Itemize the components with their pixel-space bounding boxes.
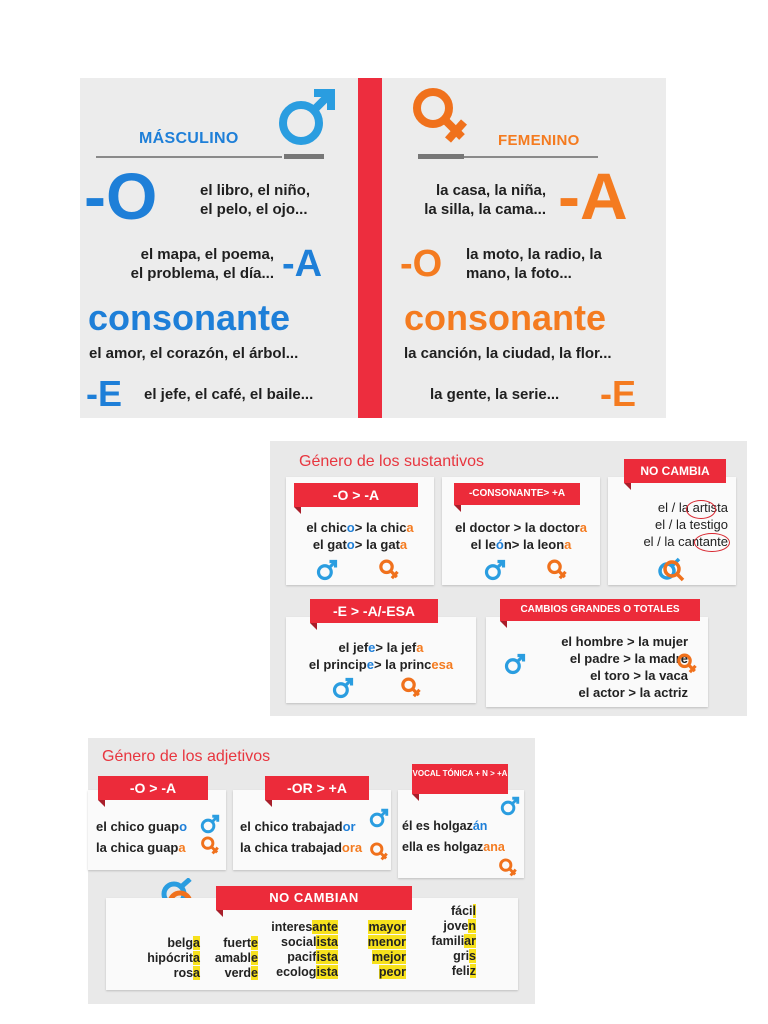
noun-rule-card-o-a	[286, 477, 434, 585]
ending-circle-mark	[686, 500, 716, 519]
male-symbol-icon	[504, 653, 526, 675]
example-segment: esa	[431, 657, 454, 672]
example-segment: interes	[271, 920, 313, 934]
example-segment: el princip	[308, 657, 367, 672]
male-female-symbol-icon	[656, 555, 686, 583]
example-segment: ros	[173, 966, 194, 980]
feminine-consonant-word: consonante	[404, 297, 607, 338]
rule-ribbon: NO CAMBIAN	[216, 886, 412, 910]
noun-rule-card-cambios-grandes	[486, 604, 708, 707]
example-row	[240, 816, 362, 837]
example-segment: a	[399, 537, 408, 552]
example-row	[356, 965, 406, 980]
rule-ribbon: VOCAL TÓNICA + N > +A	[412, 764, 508, 794]
example-row	[424, 964, 476, 979]
example-segment: peor	[378, 965, 406, 979]
rule-ribbon: -CONSONANTE> +A	[454, 483, 580, 505]
example-row	[140, 951, 200, 966]
example-row	[140, 966, 200, 981]
example-segment: ista	[316, 965, 338, 979]
example-row	[402, 837, 505, 858]
example-segment: n> la leon	[503, 537, 565, 552]
feminine-o-example-line: la moto, la radio, la	[466, 246, 602, 263]
male-symbol-icon	[316, 559, 338, 581]
example-row	[442, 519, 600, 536]
example-segment: el le	[470, 537, 496, 552]
no-cambian-column	[140, 936, 200, 981]
masculine-ending-o: -O	[84, 159, 158, 233]
example-segment: mejor	[371, 950, 406, 964]
example-row	[424, 934, 476, 949]
example-segment: a	[416, 640, 424, 655]
no-cambian-column	[202, 936, 258, 981]
example-segment: el gat	[312, 537, 347, 552]
female-symbol-icon	[378, 559, 400, 581]
rule-ribbon: -O > -A	[98, 776, 208, 800]
cambio-row: el hombre > la mujer	[561, 634, 688, 649]
adjective-rule-card-vocal-tonica	[398, 769, 524, 878]
example-segment: jove	[443, 919, 469, 933]
feminine-consonant-examples: la canción, la ciudad, la flor...	[404, 345, 612, 362]
gender-endings-panel	[80, 78, 666, 418]
female-symbol-icon	[546, 559, 568, 581]
example-segment: ó	[495, 537, 504, 552]
example-segment: a	[178, 840, 186, 855]
example-row	[286, 656, 476, 673]
male-symbol-icon	[484, 559, 506, 581]
noun-rule-card-no-cambia	[608, 464, 736, 585]
rule-examples	[96, 816, 187, 858]
example-segment: el chico trabajad	[240, 819, 343, 834]
example-segment: ante	[312, 920, 338, 934]
masculine-a-examples	[96, 245, 274, 283]
rule-ribbon: -E > -A/-ESA	[310, 599, 438, 623]
cambio-row: el actor > la actriz	[578, 685, 688, 700]
example-row	[260, 935, 338, 950]
female-symbol-icon	[410, 86, 470, 148]
example-segment: o	[346, 520, 355, 535]
example-row	[202, 936, 258, 951]
masculine-underline	[96, 156, 282, 158]
example-row	[286, 639, 476, 656]
feminine-a-example-line: la silla, la cama...	[424, 201, 546, 218]
example-row	[424, 904, 476, 919]
example-segment: o	[346, 537, 355, 552]
rule-examples	[240, 816, 362, 858]
masculine-o-example-line: el pelo, el ojo...	[200, 201, 308, 218]
example-segment: ista	[316, 935, 338, 949]
example-segment: z	[469, 964, 476, 978]
example-segment: o	[179, 819, 188, 834]
masculine-o-example-line: el libro, el niño,	[200, 182, 311, 199]
feminine-title: FEMENINO	[498, 132, 580, 149]
masculine-e-examples: el jefe, el café, el baile...	[144, 386, 314, 403]
noun-rule-card-consonant	[442, 477, 600, 585]
example-row	[240, 837, 362, 858]
male-symbol-icon	[369, 808, 389, 828]
masculine-o-examples	[200, 181, 310, 219]
masculine-consonant-word: consonante	[88, 297, 291, 338]
example-segment: menor	[367, 935, 406, 949]
no-cambian-column	[356, 920, 406, 980]
noun-gender-panel	[270, 441, 747, 716]
example-segment: > la jef	[375, 640, 417, 655]
example-segment: a	[564, 537, 572, 552]
example-row	[286, 519, 434, 536]
no-cambia-row: el / la testigo	[655, 517, 728, 532]
example-segment: el doctor > la doctor	[455, 520, 580, 535]
noun-rule-card-e	[286, 603, 476, 703]
example-row	[140, 936, 200, 951]
example-segment: la chica trabajad	[240, 840, 342, 855]
example-row	[442, 536, 600, 553]
example-segment: or	[342, 819, 356, 834]
rule-ribbon: NO CAMBIA	[624, 459, 726, 483]
example-segment: > la chic	[354, 520, 407, 535]
example-row	[260, 950, 338, 965]
example-segment: a	[579, 520, 587, 535]
male-symbol-icon	[332, 677, 354, 699]
rule-examples	[442, 519, 600, 553]
example-segment: gri	[453, 949, 470, 963]
masculine-a-example-line: el mapa, el poema,	[140, 246, 274, 263]
cambios-grandes-examples	[508, 633, 688, 701]
no-cambia-row: el / la artista	[657, 500, 728, 515]
female-symbol-icon	[676, 653, 698, 675]
example-segment: án	[472, 819, 488, 833]
example-row	[202, 966, 258, 981]
example-segment: pacif	[287, 950, 317, 964]
rule-ribbon: -OR > +A	[265, 776, 369, 800]
feminine-ending-e: -E	[600, 373, 636, 414]
example-segment: ana	[483, 840, 505, 854]
example-segment: hipócrit	[147, 951, 194, 965]
example-row	[356, 935, 406, 950]
female-symbol-icon	[400, 677, 422, 699]
example-segment: fáci	[450, 904, 473, 918]
example-segment: a	[406, 520, 414, 535]
example-row	[96, 816, 187, 837]
example-row	[402, 816, 505, 837]
adjective-rule-card-o-a	[88, 780, 226, 870]
cambio-row: el padre > la madre	[569, 651, 688, 666]
example-segment: la chica guap	[96, 840, 179, 855]
adjective-gender-panel	[88, 738, 535, 1004]
example-segment: ecolog	[276, 965, 317, 979]
example-row	[356, 920, 406, 935]
rule-examples	[286, 519, 434, 553]
feminine-o-examples	[466, 245, 602, 283]
example-segment: > la gat	[354, 537, 400, 552]
example-segment: belg	[167, 936, 194, 950]
example-row	[260, 920, 338, 935]
example-segment: feli	[451, 964, 470, 978]
masculine-consonant-examples: el amor, el corazón, el árbol...	[89, 345, 299, 362]
example-segment: l	[472, 904, 476, 918]
cambio-row: el toro > la vaca	[590, 668, 688, 683]
no-cambian-column	[260, 920, 338, 980]
example-segment: ella es holgaz	[402, 840, 484, 854]
masculine-title: MÁSCULINO	[139, 130, 239, 147]
masculine-accent-bar	[284, 154, 324, 159]
example-segment: el chico guap	[96, 819, 180, 834]
example-segment: s	[469, 949, 476, 963]
example-segment: el chic	[306, 520, 347, 535]
feminine-e-examples: la gente, la serie...	[430, 386, 560, 403]
no-cambia-row: el / la cantante	[643, 534, 728, 549]
example-segment: verd	[224, 966, 252, 980]
example-segment: él es holgaz	[402, 819, 473, 833]
rule-ribbon: -O > -A	[294, 483, 418, 507]
example-row	[424, 949, 476, 964]
example-segment: a	[193, 936, 200, 950]
female-symbol-icon	[200, 836, 220, 856]
example-segment: mayor	[368, 920, 406, 934]
example-segment: fuert	[223, 936, 252, 950]
example-segment: amabl	[214, 951, 252, 965]
ending-circle-mark	[694, 533, 730, 552]
masculine-ending-e: -E	[86, 373, 122, 414]
example-segment: n	[468, 919, 476, 933]
no-cambian-column	[424, 904, 476, 979]
center-divider	[358, 78, 382, 418]
rule-examples	[402, 816, 505, 858]
adjective-panel-title: Género de los adjetivos	[102, 748, 271, 765]
example-segment: ar	[464, 934, 476, 948]
adjective-no-cambian-card	[106, 890, 518, 990]
female-symbol-icon	[369, 842, 389, 862]
example-row	[96, 837, 187, 858]
feminine-ending-o: -O	[400, 243, 443, 285]
feminine-ending-a: -A	[558, 159, 628, 233]
masculine-a-example-line: el problema, el día...	[130, 265, 274, 282]
rule-ribbon: CAMBIOS GRANDES O TOTALES	[500, 599, 700, 621]
example-row	[356, 950, 406, 965]
example-segment: a	[193, 951, 200, 965]
example-segment: e	[251, 966, 258, 980]
example-segment: el jef	[338, 640, 369, 655]
example-segment: famili	[431, 934, 465, 948]
adjective-rule-card-or	[233, 780, 391, 870]
example-segment: e	[251, 951, 258, 965]
feminine-a-example-line: la casa, la niña,	[435, 182, 546, 199]
feminine-a-examples	[398, 181, 546, 219]
female-symbol-icon	[498, 858, 518, 878]
male-symbol-icon	[200, 814, 220, 834]
example-segment: e	[368, 640, 376, 655]
example-segment: e	[366, 657, 374, 672]
male-symbol-icon	[276, 86, 338, 148]
example-segment: ista	[316, 950, 338, 964]
example-segment: social	[281, 935, 317, 949]
example-row	[286, 536, 434, 553]
masculine-ending-a: -A	[282, 243, 323, 285]
example-segment: ora	[341, 840, 363, 855]
example-segment: a	[193, 966, 200, 980]
example-segment: e	[251, 936, 258, 950]
feminine-o-example-line: mano, la foto...	[466, 265, 572, 282]
example-segment: > la princ	[373, 657, 432, 672]
male-symbol-icon	[500, 796, 520, 816]
example-row	[424, 919, 476, 934]
example-row	[260, 965, 338, 980]
rule-examples	[286, 639, 476, 673]
feminine-accent-bar	[418, 154, 464, 159]
example-row	[202, 951, 258, 966]
noun-panel-title: Género de los sustantivos	[299, 453, 484, 470]
